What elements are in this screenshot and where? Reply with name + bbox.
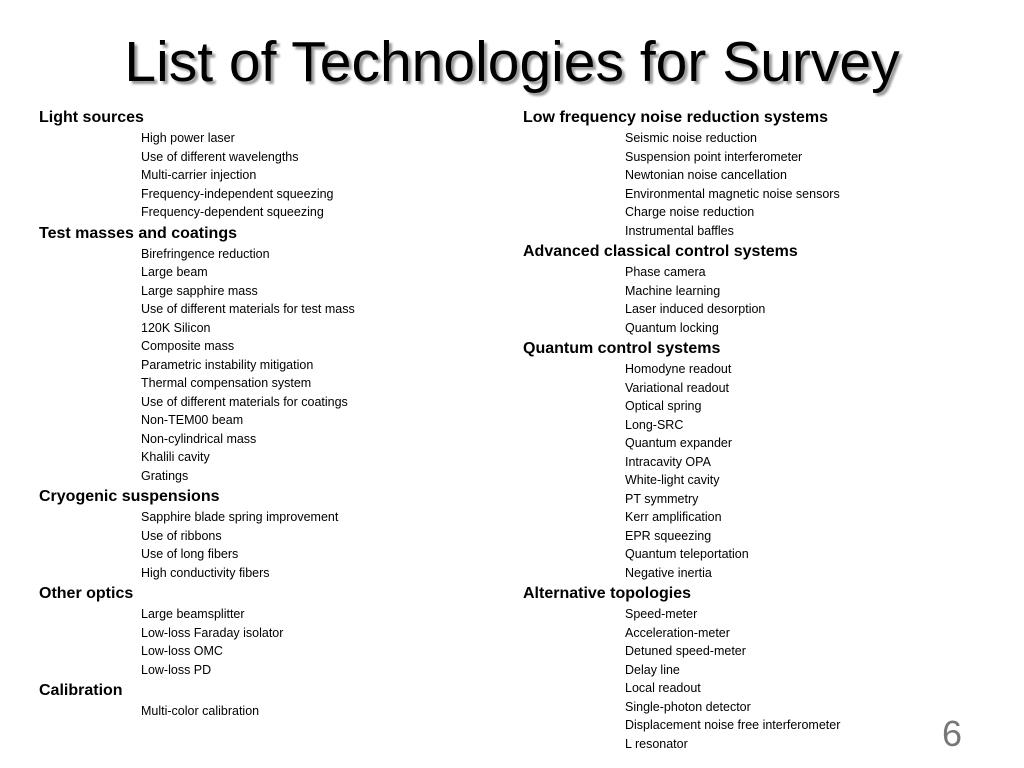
left-column [39, 106, 479, 721]
list-item: High power laser [141, 131, 235, 145]
list-item: PT symmetry [625, 491, 699, 506]
list-item: Charge noise reduction [625, 205, 755, 219]
list-item: Non-TEM00 beam [141, 413, 244, 427]
section-heading: Advanced classical control systems [523, 243, 798, 260]
section-heading: Alternative topologies [523, 585, 692, 602]
list-item: Low-loss PD [141, 662, 212, 677]
list-item: Quantum expander [625, 436, 733, 450]
list-item: Birefringence reduction [141, 246, 270, 261]
section-heading: Calibration [39, 682, 123, 699]
list-item: Use of different materials for test mass [141, 302, 355, 316]
list-item: Instrumental baffles [625, 223, 734, 238]
list-item: L resonator [625, 736, 688, 751]
section [523, 583, 963, 753]
list-item: Parametric instability mitigation [141, 357, 314, 372]
section [523, 338, 963, 582]
list-item: Use of different materials for coatings [141, 394, 348, 409]
list-item: Phase camera [625, 265, 706, 279]
section-heading: Test masses and coatings [39, 224, 237, 242]
list-item: Non-cylindrical mass [141, 431, 257, 446]
list-item: 120K Silicon [141, 320, 211, 335]
list-item: Gratings [141, 468, 189, 483]
list-item: Detuned speed-meter [625, 644, 746, 658]
list-item: Quantum teleportation [625, 547, 749, 561]
list-item: Homodyne readout [625, 362, 732, 376]
list-item: Environmental magnetic noise sensors [625, 186, 840, 201]
list-item: Use of different wavelengths [141, 149, 299, 164]
section [39, 486, 479, 582]
section [39, 107, 479, 222]
list-item: Variational readout [625, 380, 730, 395]
list-item: High conductivity fibers [141, 565, 270, 580]
list-item: Intracavity OPA [625, 454, 711, 469]
list-item: Kerr amplification [625, 510, 722, 524]
list-item: Speed-meter [625, 607, 698, 621]
section [39, 680, 479, 721]
list-item: Suspension point interferometer [625, 149, 803, 164]
list-item: Large beam [141, 265, 208, 279]
section-heading: Low frequency noise reduction systems [523, 109, 828, 126]
list-item: Thermal compensation system [141, 376, 312, 390]
list-item: Large beamsplitter [141, 607, 245, 621]
section-heading: Other optics [39, 585, 134, 602]
list-item: Sapphire blade spring improvement [141, 510, 339, 524]
list-item: Use of long fibers [141, 547, 239, 561]
section-heading: Light sources [39, 109, 144, 126]
list-item: Long-SRC [625, 417, 684, 432]
section-heading: Cryogenic suspensions [39, 488, 220, 505]
list-item: Multi-carrier injection [141, 168, 257, 182]
list-item: Large sapphire mass [141, 283, 258, 298]
page-number: 6 [941, 713, 962, 754]
list-item: Frequency-dependent squeezing [141, 205, 324, 219]
list-item: Machine learning [625, 283, 721, 298]
list-item: Local readout [625, 681, 701, 695]
slide-title: List of Technologies for Survey [124, 30, 900, 94]
list-item: Optical spring [625, 399, 702, 413]
list-item: Low-loss OMC [141, 644, 223, 658]
list-item: Use of ribbons [141, 528, 222, 543]
section [39, 223, 479, 486]
list-item: Newtonian noise cancellation [625, 168, 787, 182]
list-item: Seismic noise reduction [625, 131, 758, 145]
list-item: EPR squeezing [625, 528, 712, 543]
list-item: Single-photon detector [625, 699, 751, 714]
list-item: Quantum locking [625, 320, 719, 335]
list-item: Negative inertia [625, 565, 712, 580]
section [39, 583, 479, 679]
section [523, 107, 963, 240]
section-heading: Quantum control systems [523, 340, 721, 357]
list-item: Frequency-independent squeezing [141, 186, 334, 201]
list-item: Low-loss Faraday isolator [141, 625, 284, 640]
right-column [523, 106, 963, 753]
list-item: Acceleration-meter [625, 625, 730, 640]
list-item: Laser induced desorption [625, 302, 766, 316]
list-item: Multi-color calibration [141, 704, 260, 718]
list-item: Composite mass [141, 339, 235, 353]
list-item: Displacement noise free interferometer [625, 718, 841, 732]
section [523, 241, 963, 337]
list-item: Khalili cavity [141, 450, 210, 464]
list-item: Delay line [625, 662, 680, 677]
list-item: White-light cavity [625, 473, 720, 487]
